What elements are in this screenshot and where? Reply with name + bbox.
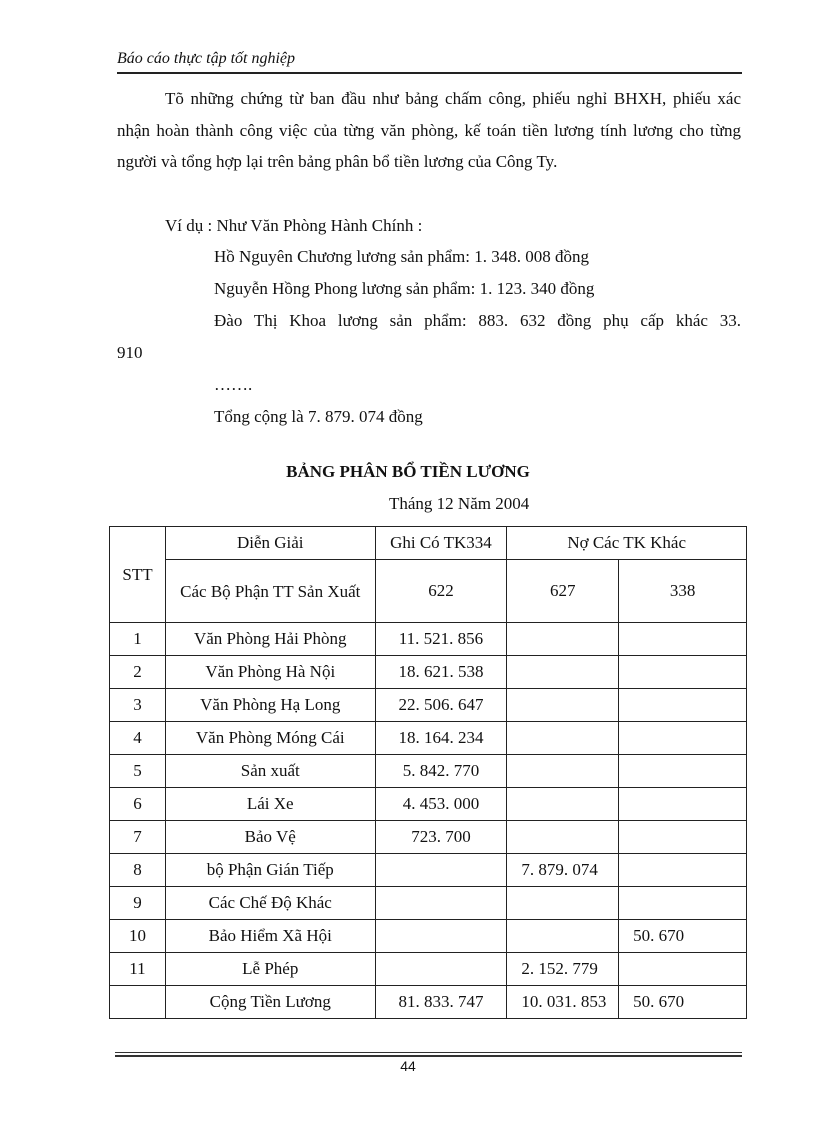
cell-338 <box>619 821 747 854</box>
header-338: 338 <box>619 560 747 623</box>
table-row <box>110 689 747 722</box>
page-header: Báo cáo thực tập tốt nghiệp <box>117 50 742 74</box>
cell-622 <box>375 953 507 986</box>
header-bo-phan: Các Bộ Phận TT Sản Xuất <box>165 560 375 623</box>
table-row <box>110 920 747 953</box>
table-row <box>110 854 747 887</box>
table-row <box>110 722 747 755</box>
table-row <box>110 788 747 821</box>
example-line-3: Đào Thị Khoa lương sản phẩm: 883. 632 đồng phụ cấp khác 33. <box>214 311 741 330</box>
table-subtitle: Tháng 12 Năm 2004 <box>389 494 530 513</box>
cell-stt: 3 <box>110 689 166 722</box>
cell-description: Bảo Vệ <box>165 821 375 854</box>
cell-338 <box>619 953 747 986</box>
cell-338 <box>619 854 747 887</box>
ellipsis: ……. <box>214 375 253 394</box>
cell-627 <box>507 656 619 689</box>
cell-338 <box>619 623 747 656</box>
cell-338: 50. 670 <box>619 920 747 953</box>
cell-stt <box>110 986 166 1019</box>
cell-338 <box>619 722 747 755</box>
header-row-2 <box>110 560 747 623</box>
example-line-3-continuation: 910 <box>117 343 143 362</box>
table-row <box>110 623 747 656</box>
cell-627 <box>507 689 619 722</box>
cell-description: Bảo Hiểm Xã Hội <box>165 920 375 953</box>
cell-338 <box>619 788 747 821</box>
table-row <box>110 887 747 920</box>
cell-627: 10. 031. 853 <box>507 986 619 1019</box>
table-row <box>110 656 747 689</box>
cell-622: 4. 453. 000 <box>375 788 507 821</box>
header-622: 622 <box>375 560 507 623</box>
cell-622: 18. 164. 234 <box>375 722 507 755</box>
header-no-cac-tk: Nợ Các TK Khác <box>507 527 747 560</box>
cell-338 <box>619 755 747 788</box>
header-row-1 <box>110 527 747 560</box>
footer-rule <box>115 1052 742 1053</box>
header-ghi-co: Ghi Có TK334 <box>375 527 507 560</box>
cell-338 <box>619 689 747 722</box>
table-row <box>110 755 747 788</box>
cell-627 <box>507 821 619 854</box>
cell-338 <box>619 887 747 920</box>
footer-rule-thick <box>115 1055 742 1057</box>
cell-stt: 6 <box>110 788 166 821</box>
example-label: Ví dụ : Như Văn Phòng Hành Chính : <box>165 216 423 235</box>
cell-stt: 1 <box>110 623 166 656</box>
table-row <box>110 821 747 854</box>
header-stt: STT <box>110 527 166 623</box>
cell-stt: 4 <box>110 722 166 755</box>
intro-paragraph: Tõ những chứng từ ban đầu như bảng chấm công, phiếu nghỉ BHXH, phiếu xác nhận hoàn thành công việc của từng văn phòng, kế toán tiền lương tính lương cho từng người và tổng hợp lại trên bảng phân bổ tiền lương của Công Ty. <box>117 89 741 171</box>
cell-622 <box>375 854 507 887</box>
cell-622 <box>375 920 507 953</box>
cell-622: 5. 842. 770 <box>375 755 507 788</box>
cell-622: 723. 700 <box>375 821 507 854</box>
cell-622: 81. 833. 747 <box>375 986 507 1019</box>
cell-627 <box>507 920 619 953</box>
example-line-2: Nguyễn Hồng Phong lương sản phẩm: 1. 123. 340 đồng <box>214 279 595 298</box>
cell-description: Văn Phòng Móng Cái <box>165 722 375 755</box>
cell-description: Các Chế Độ Khác <box>165 887 375 920</box>
total-line: Tổng cộng là 7. 879. 074 đồng <box>214 407 423 426</box>
cell-description: Lễ Phép <box>165 953 375 986</box>
cell-description: Văn Phòng Hà Nội <box>165 656 375 689</box>
cell-description: Sản xuất <box>165 755 375 788</box>
cell-stt: 9 <box>110 887 166 920</box>
cell-stt: 8 <box>110 854 166 887</box>
cell-stt: 2 <box>110 656 166 689</box>
table-title: BẢNG PHÂN BỔ TIỀN LƯƠNG <box>286 462 530 481</box>
cell-622: 18. 621. 538 <box>375 656 507 689</box>
cell-description: Cộng Tiền Lương <box>165 986 375 1019</box>
cell-627: 7. 879. 074 <box>507 854 619 887</box>
cell-622: 22. 506. 647 <box>375 689 507 722</box>
header-627: 627 <box>507 560 619 623</box>
cell-622: 11. 521. 856 <box>375 623 507 656</box>
cell-627 <box>507 788 619 821</box>
page-number: 44 <box>400 1058 416 1074</box>
cell-627 <box>507 755 619 788</box>
cell-description: Văn Phòng Hạ Long <box>165 689 375 722</box>
cell-622 <box>375 887 507 920</box>
cell-description: bộ Phận Gián Tiếp <box>165 854 375 887</box>
table-row <box>110 953 747 986</box>
cell-description: Văn Phòng Hải Phòng <box>165 623 375 656</box>
cell-stt: 11 <box>110 953 166 986</box>
cell-stt: 5 <box>110 755 166 788</box>
cell-627 <box>507 623 619 656</box>
cell-description: Lái Xe <box>165 788 375 821</box>
allocation-table <box>109 526 747 1019</box>
cell-627 <box>507 722 619 755</box>
cell-stt: 7 <box>110 821 166 854</box>
header-dien-giai: Diễn Giải <box>165 527 375 560</box>
cell-338: 50. 670 <box>619 986 747 1019</box>
total-row <box>110 986 747 1019</box>
example-line-1: Hồ Nguyên Chương lương sản phẩm: 1. 348. 008 đồng <box>214 247 589 266</box>
cell-627 <box>507 887 619 920</box>
cell-627: 2. 152. 779 <box>507 953 619 986</box>
cell-stt: 10 <box>110 920 166 953</box>
cell-338 <box>619 656 747 689</box>
